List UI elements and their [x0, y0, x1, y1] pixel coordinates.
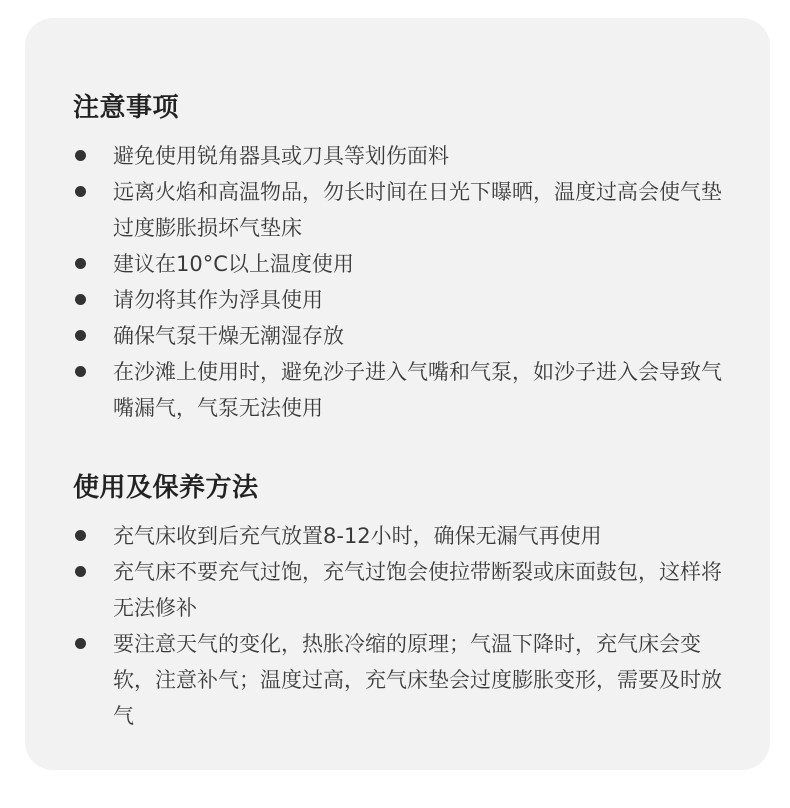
- list-item: [73, 354, 725, 426]
- list-item-text: 充气床收到后充气放置8-12小时，确保无漏气再使用: [113, 524, 602, 548]
- bullet-dot-icon: [75, 294, 86, 305]
- list-item-text: 远离火焰和高温物品，勿长时间在日光下曝晒，温度过高会使气垫过度膨胀损坏气垫床: [113, 180, 722, 240]
- list-item: [73, 246, 725, 282]
- bullet-dot-icon: [75, 330, 86, 341]
- list-item-text: 建议在10°C以上温度使用: [113, 252, 354, 276]
- bullet-dot-icon: [75, 258, 86, 269]
- list-item: [73, 554, 725, 626]
- bullet-dot-icon: [75, 638, 86, 649]
- bullet-dot-icon: [75, 530, 86, 541]
- list-item-text: 要注意天气的变化，热胀冷缩的原理；气温下降时，充气床会变软，注意补气；温度过高，充气床垫会过度膨胀变形，需要及时放气: [113, 632, 722, 728]
- info-card: [25, 18, 770, 770]
- usage-maintenance-list: [73, 518, 770, 734]
- list-item: [73, 518, 725, 554]
- usage-maintenance-section: [73, 472, 770, 734]
- list-item-text: 请勿将其作为浮具使用: [113, 288, 323, 312]
- list-item-text: 在沙滩上使用时，避免沙子进入气嘴和气泵，如沙子进入会导致气嘴漏气，气泵无法使用: [113, 360, 722, 420]
- list-item-text: 确保气泵干燥无潮湿存放: [113, 324, 344, 348]
- precautions-list: [73, 138, 770, 426]
- list-item: [73, 138, 725, 174]
- list-item: [73, 626, 725, 734]
- bullet-dot-icon: [75, 366, 86, 377]
- bullet-dot-icon: [75, 566, 86, 577]
- list-item: [73, 174, 725, 246]
- bullet-dot-icon: [75, 186, 86, 197]
- list-item: [73, 318, 725, 354]
- list-item-text: 避免使用锐角器具或刀具等划伤面料: [113, 144, 449, 168]
- section-title-usage-maintenance: 使用及保养方法: [73, 473, 259, 503]
- list-item-text: 充气床不要充气过饱，充气过饱会使拉带断裂或床面鼓包，这样将无法修补: [113, 560, 722, 620]
- list-item: [73, 282, 725, 318]
- section-title-precautions: 注意事项: [73, 93, 180, 123]
- bullet-dot-icon: [75, 150, 86, 161]
- precautions-section: [73, 92, 770, 426]
